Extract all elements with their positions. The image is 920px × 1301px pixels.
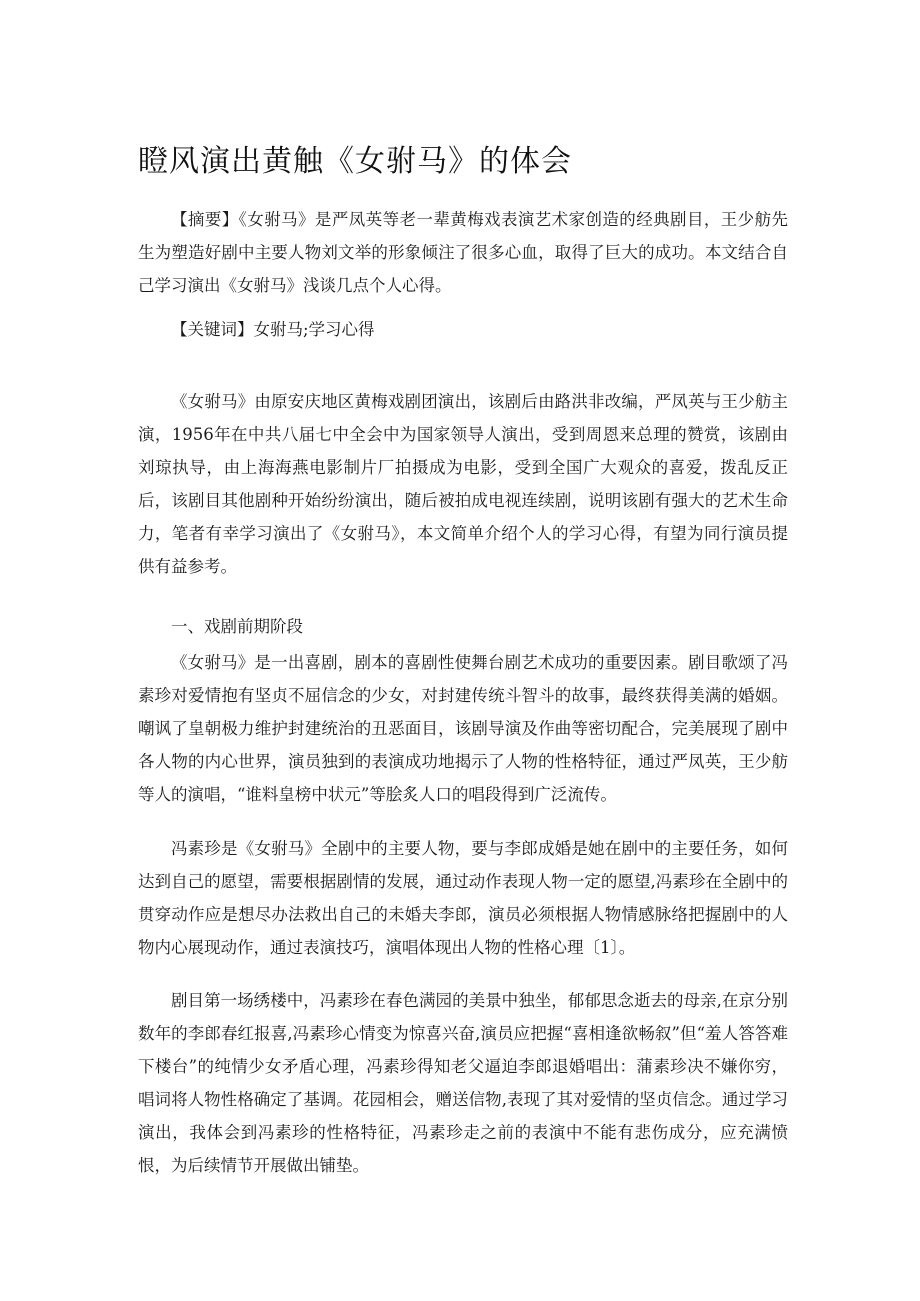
body-paragraph-comedy: 《女驸马》是一出喜剧，剧本的喜剧性使舞台剧艺术成功的重要因素。剧目歌颂了冯素珍对爱情抱有坚贞不屈信念的少女，对封建传统斗智斗的故事，最终获得美满的婚姻。嘲讽了皇朝极力维护封建统治的丑恶面目，该剧导演及作曲等密切配合，完美展现了剧中各人物的内心世界，演员独到的表演成功地揭示了人物的性格特征，通过严凤英，王少舫等人的演唱，“谁料皇榜中状元”等脍炙人口的唱段得到广泛流传。 bbox=[138, 653, 788, 804]
keywords-line: 【关键词】女驸马;学习心得 bbox=[171, 320, 375, 339]
abstract-paragraph: 【摘要】《女驸马》是严凤英等老一辈黄梅戏表演艺术家创造的经典剧目，王少舫先生为塑造好剧中主要人物刘文举的形象倾注了很多心血，取得了巨大的成功。本文结合自己学习演出《女驸马》浅谈几点个人心得。 bbox=[138, 210, 788, 295]
section-heading: 一、戏剧前期阶段 bbox=[171, 617, 303, 636]
body-paragraph-character: 冯素珍是《女驸马》全剧中的主要人物，要与李郎成婚是她在剧中的主要任务，如何达到自己的愿望，需要根据剧情的发展，通过动作表现人物一定的愿望,冯素珍在全剧中的贯穿动作应是想尽办法救出自己的未婚夫李郎，演员必须根据人物情感脉络把握剧中的人物内心展现动作，通过表演技巧，演唱体现出人物的性格心理〔1〕。 bbox=[138, 839, 788, 957]
page-title: 瞪风演出黄触《女驸马》的体会 bbox=[138, 144, 572, 179]
body-paragraph-intro: 《女驸马》由原安庆地区黄梅戏剧团演出，该剧后由路洪非改编，严凤英与王少舫主演，1956年在中共八届七中全会中为国家领导人演出，受到周恩来总理的赞赏，该剧由刘琼执导，由上海海燕电影制片厂拍摄成为电影，受到全国广大观众的喜爱，拨乱反正后，该剧目其他剧种开始纷纷演出，随后被拍成电视连续剧，说明该剧有强大的艺术生命力，笔者有幸学习演出了《女驸马》，本文简单介绍个人的学习心得，有望为同行演员提供有益参考。 bbox=[138, 392, 788, 576]
body-paragraph-first-scene: 剧目第一场绣楼中，冯素珍在春色满园的美景中独坐，郁郁思念逝去的母亲,在京分别数年的李郎春红报喜,冯素珍心情变为惊喜兴奋,演员应把握“喜相逢欲畅叙”但“羞人答答难下楼台”的纯情少女矛盾心理，冯素珍得知老父逼迫李郎退婚唱出：蒲素珍决不嫌你穷，唱词将人物性格确定了基调。花园相会，赠送信物,表现了其对爱情的坚贞信念。通过学习演出，我体会到冯素珍的性格特征，冯素珍走之前的表演中不能有悲伤成分，应充满愤恨，为后续情节开展做出铺垫。 bbox=[138, 991, 788, 1175]
